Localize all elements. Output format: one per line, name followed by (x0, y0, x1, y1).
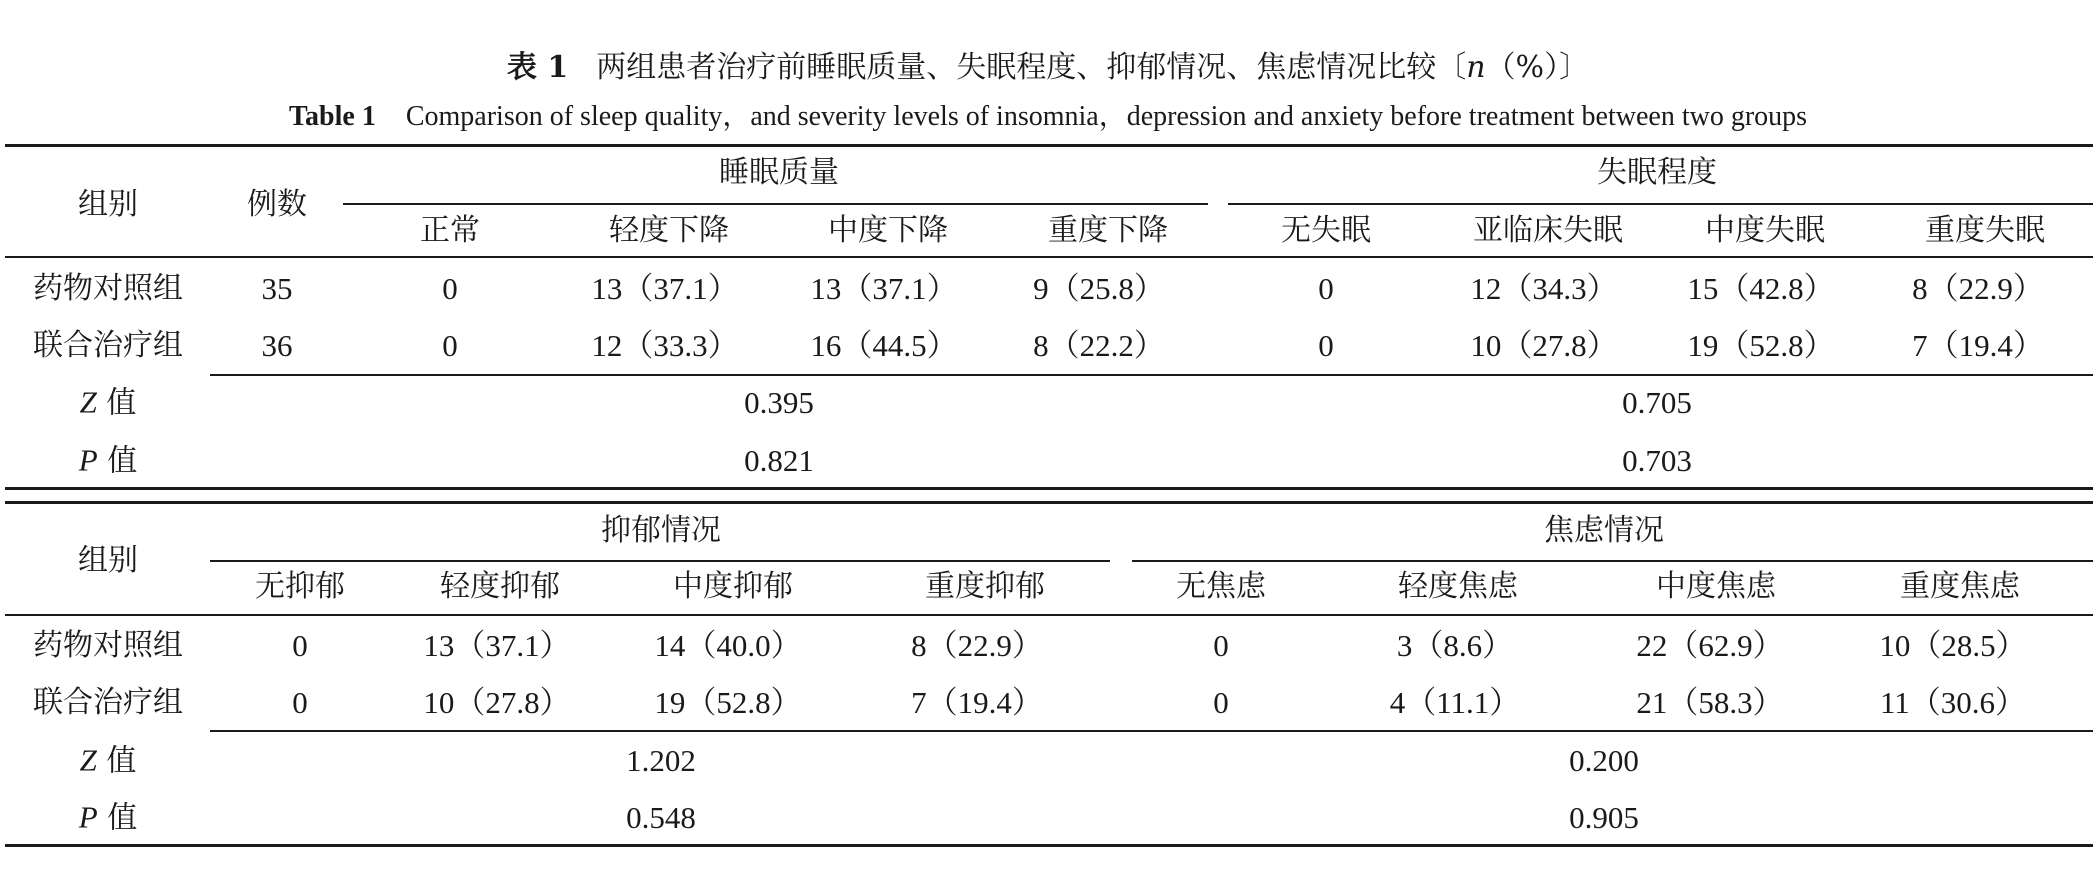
table2-z-suffix: 值 (96, 743, 137, 779)
table1-z-insomnia: 0.705 (1622, 385, 1692, 420)
table1-row1-group: 药物对照组 (33, 271, 183, 306)
table1-row1-sleep-mild: 13（37.1） (591, 271, 739, 306)
caption-zh-text: 两组患者治疗前睡眠质量、失眠程度、抑郁情况、焦虑情况比较〔 (596, 50, 1467, 85)
table1-p-suffix: 值 (97, 443, 138, 479)
table2-row2-anxiety-mild: 4（11.1） (1389, 685, 1521, 720)
table2-row2-anxiety-none: 0 (1213, 685, 1229, 720)
anxiety-col-mild: 轻度焦虑 (1398, 569, 1518, 604)
table1-header-bottom-rule (5, 256, 2093, 258)
table2-row2-depression-none: 0 (292, 685, 308, 720)
table2-row2-depression-severe: 7（19.4） (911, 685, 1043, 720)
table1-z-label (80, 383, 137, 424)
table2-row1-depression-none: 0 (292, 628, 308, 663)
sleep-quality-header: 睡眠质量 (719, 155, 839, 190)
table2-stats-rule (210, 730, 2093, 732)
table1-stats-rule (210, 374, 2093, 376)
table1-row1-sleep-normal: 0 (442, 271, 458, 306)
sleep-col-normal: 正常 (420, 213, 480, 248)
anxiety-col-none: 无焦虑 (1176, 569, 1266, 604)
table2-row1-anxiety-mild: 3（8.6） (1396, 628, 1514, 663)
table2-z-depression: 1.202 (626, 743, 696, 778)
table2-z-letter: Z (79, 742, 97, 778)
table1-row1-sleep-severe: 9（25.8） (1033, 271, 1165, 306)
table2-row2-group: 联合治疗组 (33, 685, 183, 720)
table1-row2-insomnia-severe: 7（19.4） (1912, 328, 2044, 363)
table1-row2-sleep-severe: 8（22.2） (1033, 328, 1165, 363)
table-caption-en (0, 98, 2096, 136)
table2-header-bottom-rule (5, 614, 2093, 616)
table1-group-header: 组别 (78, 187, 138, 222)
table2-row2-depression-moderate: 19（52.8） (654, 685, 802, 720)
table1-row2-sleep-normal: 0 (442, 328, 458, 363)
table2-bottom-rule (5, 844, 2093, 847)
table1-row2-count: 36 (261, 328, 293, 363)
table2-row2-anxiety-moderate: 21（58.3） (1636, 685, 1784, 720)
table1-row2-group: 联合治疗组 (33, 328, 183, 363)
table1-row1-count: 35 (261, 271, 293, 306)
table1-p-letter: P (78, 442, 98, 478)
table1-bottom-rule (5, 487, 2093, 490)
table1-p-sleep: 0.821 (744, 443, 814, 478)
anxiety-group-underline (1132, 560, 2093, 562)
caption-zh-label: 表 1 (506, 50, 569, 85)
table1-p-insomnia: 0.703 (1622, 443, 1692, 478)
caption-zh-tail: （%）〕 (1485, 50, 1590, 85)
table1-z-letter: Z (79, 384, 97, 420)
depression-col-severe: 重度抑郁 (925, 569, 1045, 604)
depression-header: 抑郁情况 (601, 513, 721, 548)
table1-row2-sleep-mild: 12（33.3） (591, 328, 739, 363)
table1-row1-sleep-moderate: 13（37.1） (810, 271, 958, 306)
anxiety-col-moderate: 中度焦虑 (1656, 569, 1776, 604)
table2-row1-anxiety-severe: 10（28.5） (1879, 628, 2027, 663)
table2-row1-depression-severe: 8（22.9） (911, 628, 1043, 663)
caption-zh-n: n (1466, 50, 1486, 85)
table1-row2-insomnia-none: 0 (1318, 328, 1334, 363)
table1-p-label (79, 441, 137, 482)
table2-top-rule (5, 501, 2093, 504)
anxiety-col-severe: 重度焦虑 (1900, 569, 2020, 604)
depression-col-mild: 轻度抑郁 (440, 569, 560, 604)
sleep-group-underline (343, 203, 1208, 205)
table2-p-letter: P (78, 799, 98, 835)
table2-group-header: 组别 (78, 543, 138, 578)
table1-top-rule (5, 144, 2093, 147)
table-caption-zh (0, 48, 2096, 88)
table1-row2-sleep-moderate: 16（44.5） (810, 328, 958, 363)
table2-row1-depression-moderate: 14（40.0） (654, 628, 802, 663)
table1-row1-insomnia-severe: 8（22.9） (1912, 271, 2044, 306)
table1-row1-insomnia-none: 0 (1318, 271, 1334, 306)
table2-row1-anxiety-none: 0 (1213, 628, 1229, 663)
table2-z-label (80, 741, 137, 782)
depression-col-none: 无抑郁 (255, 569, 345, 604)
table2-z-anxiety: 0.200 (1569, 743, 1639, 778)
table2-p-anxiety: 0.905 (1569, 800, 1639, 835)
table1-row1-insomnia-subclinical: 12（34.3） (1470, 271, 1618, 306)
table2-p-suffix: 值 (97, 800, 138, 836)
sleep-col-severe: 重度下降 (1048, 213, 1168, 248)
table1-row2-insomnia-subclinical: 10（27.8） (1470, 328, 1618, 363)
depression-col-moderate: 中度抑郁 (673, 569, 793, 604)
sleep-col-moderate: 中度下降 (828, 213, 948, 248)
table1-z-suffix: 值 (96, 385, 137, 421)
table2-row2-anxiety-severe: 11（30.6） (1879, 685, 2027, 720)
insomnia-col-subclinical: 亚临床失眠 (1473, 213, 1623, 248)
table1-row1-insomnia-moderate: 15（42.8） (1687, 271, 1835, 306)
table2-row1-anxiety-moderate: 22（62.9） (1636, 628, 1784, 663)
table2-row1-group: 药物对照组 (33, 628, 183, 663)
insomnia-severity-header: 失眠程度 (1597, 155, 1717, 190)
sleep-col-mild: 轻度下降 (609, 213, 729, 248)
anxiety-header: 焦虑情况 (1544, 513, 1664, 548)
insomnia-col-severe: 重度失眠 (1925, 213, 2045, 248)
table1-z-sleep: 0.395 (744, 385, 814, 420)
caption-en-label: Table 1 (288, 101, 376, 132)
depression-group-underline (210, 560, 1110, 562)
insomnia-col-none: 无失眠 (1281, 213, 1371, 248)
table2-row2-depression-mild: 10（27.8） (423, 685, 571, 720)
table2-p-depression: 0.548 (626, 800, 696, 835)
table2-row1-depression-mild: 13（37.1） (423, 628, 571, 663)
table1-row2-insomnia-moderate: 19（52.8） (1687, 328, 1835, 363)
caption-en-text: Comparison of sleep quality，and severity levels of insomnia，depression and anxiety before treatment between two groups (405, 101, 1808, 132)
table2-p-label (79, 798, 137, 839)
table1-count-header: 例数 (247, 187, 307, 222)
insomnia-group-underline (1228, 203, 2093, 205)
insomnia-col-moderate: 中度失眠 (1705, 213, 1825, 248)
